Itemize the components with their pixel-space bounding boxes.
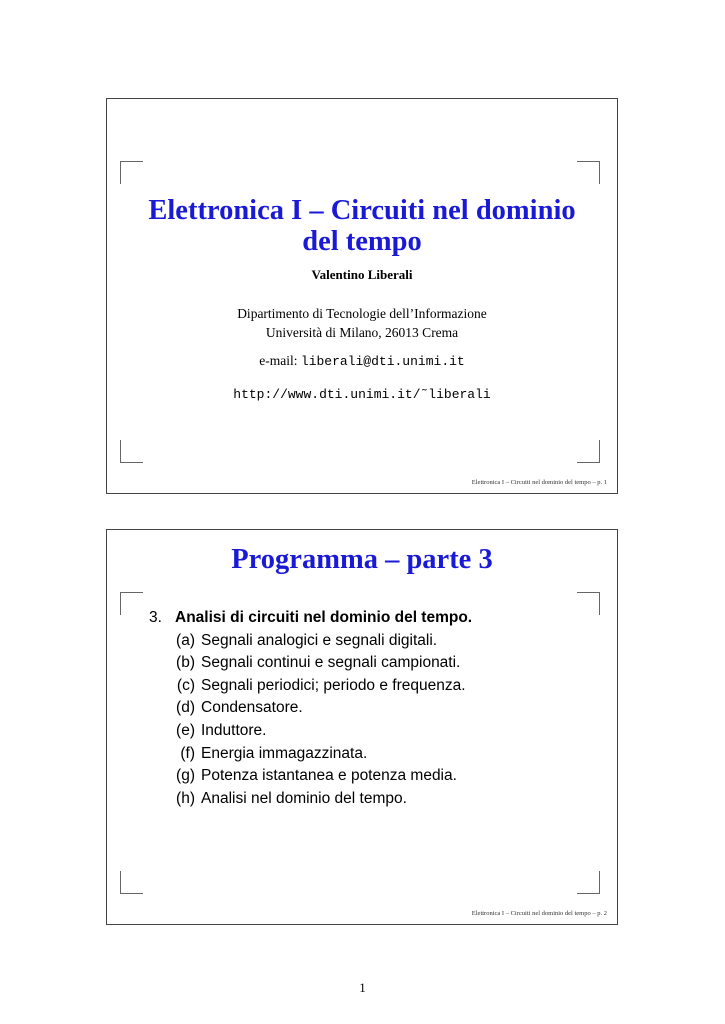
title-line-2: del tempo: [302, 226, 422, 257]
item-text: Analisi di circuiti nel dominio del tempo.: [175, 609, 473, 626]
corner-mark-top-right: [577, 592, 600, 615]
subitem-text: Condensatore.: [201, 699, 303, 717]
subitem-text: Segnali analogici e segnali digitali.: [201, 631, 438, 649]
subitem-text: Energia immagazzinata.: [201, 744, 368, 762]
subitem-label: (a): [176, 631, 195, 649]
affiliation: [107, 304, 617, 342]
subitem-text: Segnali periodici; periodo e frequenza.: [201, 676, 466, 694]
homepage-url-line: [107, 385, 617, 403]
title-line-1: Elettronica I – Circuiti nel dominio: [148, 195, 576, 226]
subitem-label: (f): [180, 744, 195, 762]
corner-mark-top-left: [120, 592, 143, 615]
corner-mark-bottom-left: [120, 871, 143, 894]
slide-1: [106, 98, 618, 494]
slide-2-title: Programma – parte 3: [231, 544, 493, 575]
affiliation-line-2: Università di Milano, 26013 Crema: [265, 325, 459, 340]
email-label: e-mail:: [259, 353, 298, 368]
corner-mark-top-left: [120, 161, 143, 184]
subitem-text: Potenza istantanea e potenza media.: [201, 767, 457, 785]
subitem-label: (b): [176, 654, 195, 672]
subitem-label: (e): [176, 721, 195, 739]
page-number: 1: [359, 980, 366, 995]
subitem-label: (h): [176, 789, 195, 807]
slide-2-footer: Elettronica I – Circuiti nel dominio del tempo – p. 2: [471, 910, 607, 917]
slide-1-footer: Elettronica I – Circuiti nel dominio del tempo – p. 1: [471, 479, 607, 486]
subitem-text: Induttore.: [201, 721, 267, 739]
subitem-label: (d): [176, 699, 195, 717]
email-line: [107, 353, 617, 369]
subitem-label: (g): [176, 767, 195, 785]
subitem-text: Analisi nel dominio del tempo.: [201, 789, 407, 807]
homepage-url[interactable]: http://www.dti.unimi.it/˜liberali: [233, 387, 491, 402]
corner-mark-bottom-right: [577, 871, 600, 894]
email-address[interactable]: liberali@dti.unimi.it: [300, 354, 465, 369]
slide-2: [106, 529, 618, 925]
subitem-text: Segnali continui e segnali campionati.: [201, 654, 461, 672]
subitem-label: (c): [176, 676, 195, 694]
author-name: Valentino Liberali: [311, 267, 413, 282]
corner-mark-top-right: [577, 161, 600, 184]
item-number: 3.: [149, 609, 162, 626]
corner-mark-bottom-right: [577, 440, 600, 463]
affiliation-line-1: Dipartimento di Tecnologie dell’Informazione: [237, 306, 487, 321]
corner-mark-bottom-left: [120, 440, 143, 463]
slide-1-title: [107, 195, 617, 257]
